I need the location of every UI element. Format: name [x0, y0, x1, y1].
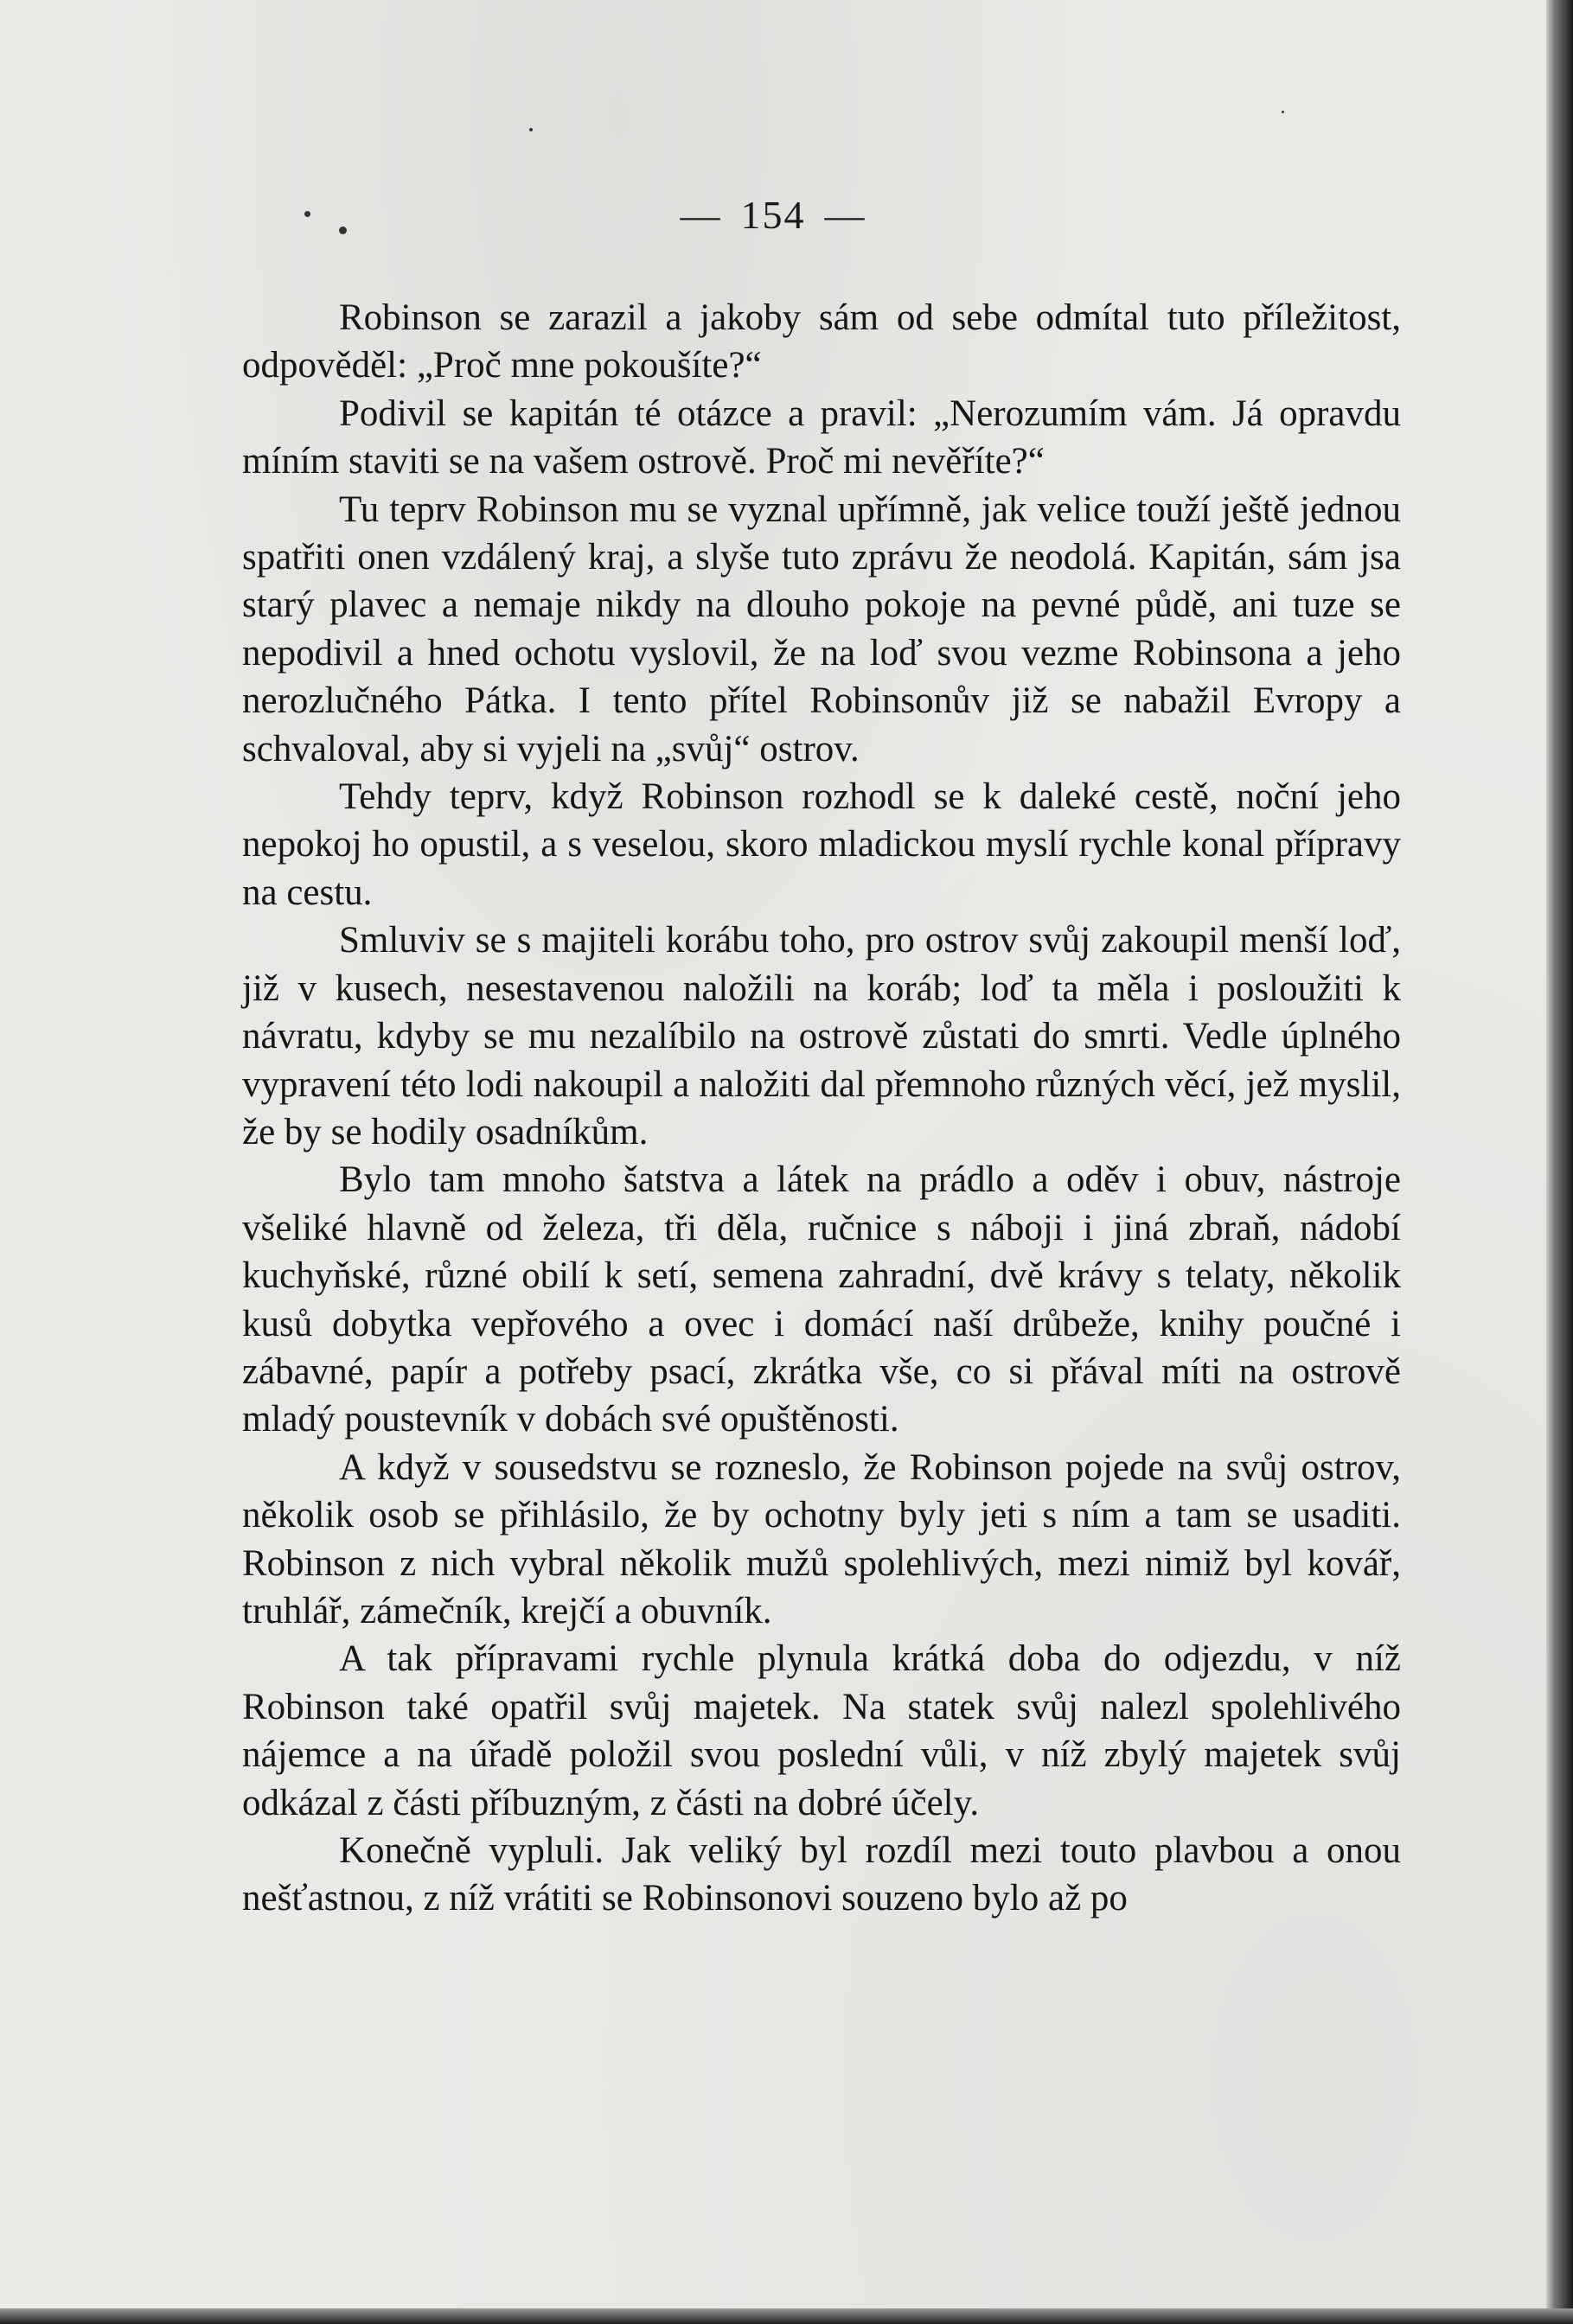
page-number-dash-left: —: [680, 193, 722, 237]
scan-speck: [1282, 111, 1284, 113]
scan-speck: [529, 128, 533, 131]
paragraph: Tehdy teprv, když Robinson rozhodl se k daleké cestě, noční jeho nepokoj ho opustil, a s veselou, skoro mladickou myslí rychle konal přípravy na cestu.: [242, 776, 1401, 913]
scan-speck: [304, 211, 310, 217]
paragraph: Smluviv se s majiteli korábu toho, pro ostrov svůj zakoupil menší loď, již v kusech, nesestavenou naložili na koráb; loď ta měla i posloužiti k návratu, kdyby se mu nezalíbilo na ostrově zůstati do smrti. Vedle úplného vypravení této lodi nakoupil a naložiti dal přemnoho různých věcí, jež myslil, že by se hodily osadníkům.: [242, 920, 1401, 1152]
page-number-dash-right: —: [824, 193, 866, 237]
paragraph: Konečně vypluli. Jak veliký byl rozdíl mezi touto plavbou a onou nešťastnou, z níž vrátiti se Robinsonovi souzeno bylo až po: [242, 1830, 1401, 1919]
paragraph: A tak přípravami rychle plynula krátká doba do odjezdu, v níž Robinson také opatřil svůj majetek. Na statek svůj nalezl spolehlivého nájemce a na úřadě položil svou poslední vůli, v níž zbylý majetek svůj odkázal z části příbuzným, z části na dobré účely.: [242, 1638, 1401, 1823]
scan-speck: [339, 227, 347, 234]
paragraph: Tu teprv Robinson mu se vyznal upřímně, jak velice touží ještě jednou spatřiti onen vzdálený kraj, a slyše tuto zprávu že neodolá. Kapitán, sám jsa starý plavec a nemaje nikdy na dlouho pokoje na pevné půdě, ani tuze se nepodivil a hned ochotu vyslovil, že na loď svou vezme Robinsona a jeho nerozlučného Pátka. I tento přítel Robinsonův již se nabažil Evropy a schvaloval, aby si vyjeli na „svůj“ ostrov.: [242, 488, 1401, 769]
page-bottom-shadow: [0, 2308, 1573, 2324]
page-edge-shadow: [1546, 0, 1573, 2324]
paragraph: Bylo tam mnoho šatstva a látek na prádlo a oděv i obuv, nástroje všeliké hlavně od železa, tři děla, ručnice s náboji i jiná zbraň, nádobí kuchyňské, různé obilí k setí, semena zahradní, dvě krávy s telaty, několik kusů dobytka vepřového a ovec i domácí naší drůbeže, knihy poučné i zábavné, papír a potřeby psací, zkrátka vše, co si přával míti na ostrově mladý poustevník v dobách své opuštěnosti.: [242, 1159, 1401, 1440]
body-text: [242, 294, 1401, 1923]
paragraph: Robinson se zarazil a jakoby sám od sebe odmítal tuto příležitost, odpověděl: „Proč mne pokoušíte?“: [242, 297, 1401, 386]
page-number: 154: [740, 193, 806, 237]
paragraph: Podivil se kapitán té otázce a pravil: „Nerozumím vám. Já opravdu míním staviti se na vašem ostrově. Proč mi nevěříte?“: [242, 393, 1401, 482]
page-number-header: [0, 192, 1546, 238]
paragraph: A když v sousedstvu se rozneslo, že Robinson pojede na svůj ostrov, několik osob se přihlásilo, že by ochotny byly jeti s ním a tam se usaditi. Robinson z nich vybral několik mužů spolehlivých, mezi nimiž byl kovář, truhlář, zámečník, krejčí a obuvník.: [242, 1446, 1401, 1631]
